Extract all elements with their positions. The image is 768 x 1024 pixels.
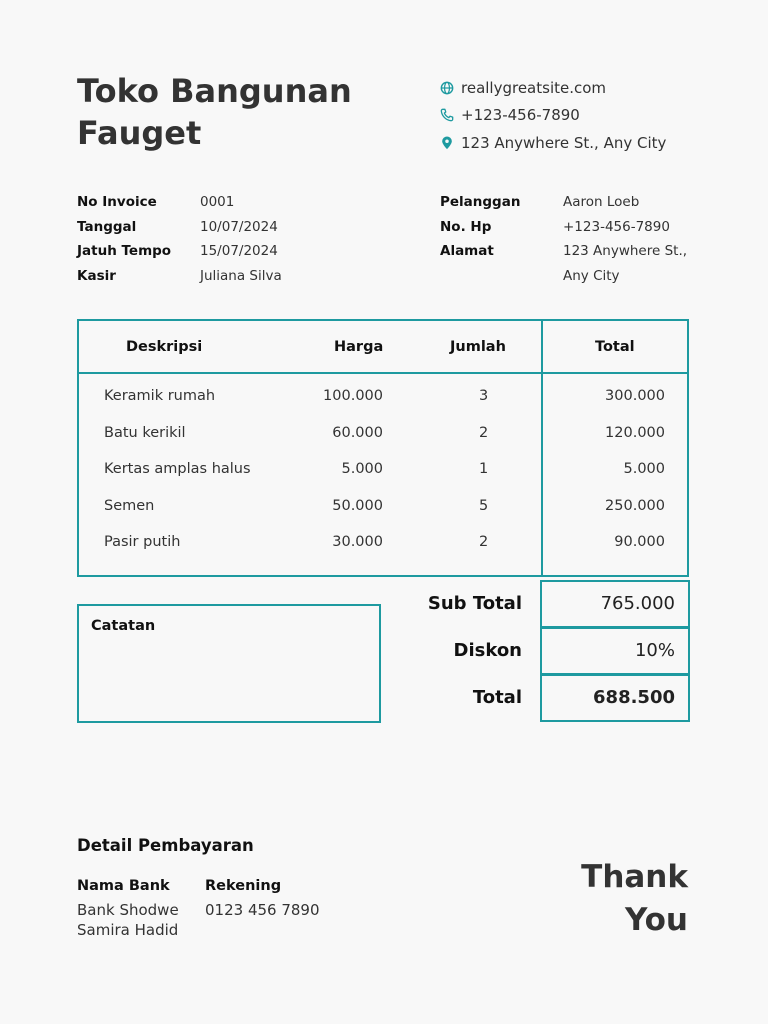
- invoice-no-label: No Invoice: [77, 194, 157, 211]
- row-total: 120.000: [605, 425, 665, 441]
- store-name-line2: Fauget: [77, 114, 202, 152]
- table-header-price: Harga: [334, 339, 384, 355]
- meta-row-invoice-no: [77, 190, 282, 215]
- row-total: 5.000: [623, 461, 665, 477]
- subtotal-label: Sub Total: [427, 593, 522, 614]
- meta-row-date: [77, 215, 282, 240]
- table-header-description: Deskripsi: [126, 339, 203, 355]
- phone-icon: [440, 108, 454, 122]
- contact-address: 123 Anywhere St., Any City: [461, 133, 667, 152]
- table-header-qty: Jumlah: [450, 339, 506, 355]
- contact-info: [440, 74, 666, 157]
- discount-label: Diskon: [453, 640, 522, 661]
- row-qty: 1: [479, 461, 489, 477]
- invoice-meta: [77, 190, 282, 288]
- notes-label: Catatan: [91, 618, 156, 634]
- thank-you-line1: Thank: [581, 859, 688, 895]
- thank-you-text: [581, 856, 688, 942]
- customer-address-line2: Any City: [563, 267, 620, 284]
- discount-value: 10%: [540, 627, 690, 675]
- due-date-value: 15/07/2024: [200, 243, 278, 260]
- contact-website[interactable]: reallygreatsite.com: [461, 78, 607, 97]
- meta-row-customer-phone: [440, 215, 687, 240]
- date-value: 10/07/2024: [200, 218, 278, 235]
- customer-address-line1: 123 Anywhere St.,: [563, 243, 688, 260]
- bank-holder-value: Samira Hadid: [77, 921, 179, 939]
- payment-title: Detail Pembayaran: [77, 836, 254, 855]
- table-header-divider: [79, 372, 687, 374]
- store-name: [77, 70, 397, 154]
- contact-website-row: [440, 74, 666, 102]
- row-description: Semen: [104, 498, 155, 514]
- meta-row-cashier: [77, 264, 282, 289]
- row-price: 50.000: [332, 498, 383, 514]
- contact-phone-row: [440, 102, 666, 130]
- customer-label: Pelanggan: [440, 194, 521, 211]
- row-description: Keramik rumah: [104, 388, 216, 404]
- store-name-line1: Toko Bangunan: [77, 72, 352, 110]
- bank-name-label: Nama Bank: [77, 878, 170, 894]
- meta-row-due: [77, 239, 282, 264]
- account-number-value: 0123 456 7890: [205, 901, 320, 919]
- cashier-label: Kasir: [77, 267, 116, 284]
- customer-meta: [440, 190, 687, 288]
- due-date-label: Jatuh Tempo: [77, 243, 172, 260]
- row-price: 60.000: [332, 425, 383, 441]
- row-total: 250.000: [605, 498, 665, 514]
- row-price: 5.000: [341, 461, 383, 477]
- cashier-value: Juliana Silva: [200, 267, 282, 284]
- grand-total-value: 688.500: [540, 674, 690, 722]
- meta-row-customer: [440, 190, 687, 215]
- contact-phone: +123-456-7890: [461, 106, 580, 125]
- row-qty: 5: [479, 498, 489, 514]
- row-description: Pasir putih: [104, 534, 181, 550]
- invoice-no-value: 0001: [200, 194, 235, 211]
- contact-address-row: [440, 129, 666, 157]
- row-qty: 2: [479, 534, 489, 550]
- table-header-total: Total: [595, 339, 635, 355]
- date-label: Tanggal: [77, 218, 137, 235]
- row-description: Kertas amplas halus: [104, 461, 251, 477]
- row-qty: 3: [479, 388, 489, 404]
- globe-icon: [440, 81, 454, 95]
- row-qty: 2: [479, 425, 489, 441]
- grand-total-label: Total: [472, 687, 522, 708]
- bank-name-value: Bank Shodwe: [77, 901, 179, 919]
- row-description: Batu kerikil: [104, 425, 186, 441]
- customer-value: Aaron Loeb: [563, 194, 640, 211]
- items-table: [77, 319, 689, 577]
- notes-box: [77, 604, 381, 723]
- customer-phone-label: No. Hp: [440, 218, 492, 235]
- meta-row-customer-address: [440, 239, 687, 264]
- customer-phone-value: +123-456-7890: [563, 218, 670, 235]
- row-price: 30.000: [332, 534, 383, 550]
- customer-address-label: Alamat: [440, 243, 494, 260]
- row-total: 90.000: [614, 534, 665, 550]
- thank-you-line2: You: [625, 902, 688, 938]
- row-total: 300.000: [605, 388, 665, 404]
- row-price: 100.000: [323, 388, 383, 404]
- meta-row-customer-address-2: [440, 264, 687, 289]
- location-pin-icon: [440, 136, 454, 150]
- table-total-column-divider: [541, 321, 543, 577]
- subtotal-value: 765.000: [540, 580, 690, 628]
- account-label: Rekening: [205, 878, 282, 894]
